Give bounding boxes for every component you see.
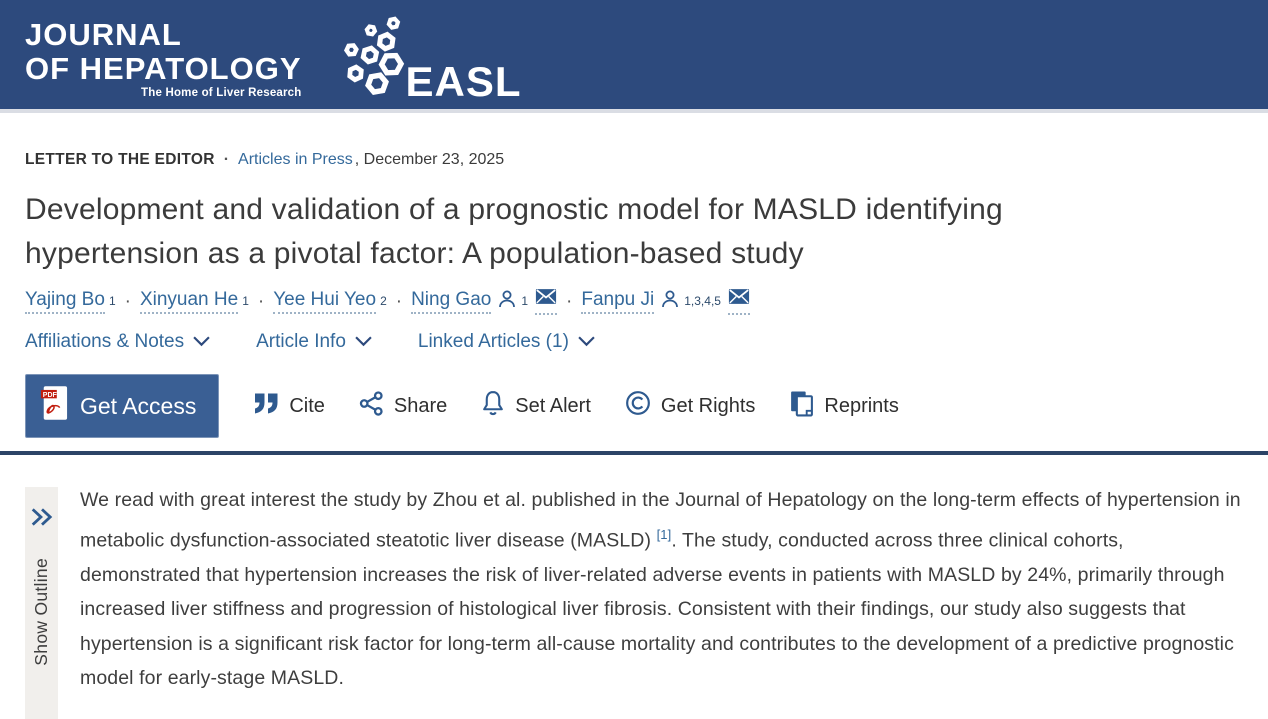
article-type-label: LETTER TO THE EDITOR: [25, 151, 215, 168]
reprints-label: Reprints: [824, 394, 899, 417]
easl-logo[interactable]: [340, 14, 522, 105]
chevron-down-icon: [193, 331, 210, 353]
envelope-icon[interactable]: [728, 288, 750, 315]
share-button[interactable]: [359, 391, 447, 422]
eyebrow-separator: ·: [223, 151, 230, 168]
get-access-label: Get Access: [80, 392, 197, 419]
journal-logo-line1: JOURNAL: [25, 17, 182, 52]
article-body: [0, 483, 1268, 719]
author-link[interactable]: Ning Gao: [411, 289, 491, 314]
set-alert-label: Set Alert: [515, 394, 591, 417]
show-outline-label: Show Outline: [31, 558, 51, 666]
author-separator: ·: [124, 290, 131, 312]
hexagon-cells-icon: [340, 14, 412, 100]
show-outline-rail[interactable]: [25, 487, 58, 719]
journal-logo-line2: OF HEPATOLOGY: [25, 51, 302, 86]
meta-links-row: [25, 331, 1243, 353]
author-4: [411, 288, 557, 315]
articles-in-press-link[interactable]: Articles in Press: [238, 151, 353, 168]
svg-text:PDF: PDF: [42, 391, 57, 399]
author-affiliation-sup: 1: [521, 293, 529, 308]
person-icon: [660, 289, 680, 315]
author-link[interactable]: Fanpu Ji: [581, 289, 654, 314]
share-nodes-icon: [359, 391, 384, 422]
paragraph-text: We read with great interest the study by Zhou et al. published in the Journal of Hepatology on the long-term effects of hypertension in metabolic dysfunction-associated steatotic liver disease (MASLD): [80, 489, 1241, 551]
author-affiliation-sup: 1: [242, 293, 249, 308]
easl-wordmark: EASL: [405, 58, 522, 105]
author-3: [273, 289, 387, 314]
author-affiliation-sup: 2: [380, 293, 387, 308]
pages-icon: [789, 390, 814, 423]
author-2: [140, 289, 249, 314]
article-eyebrow: [25, 151, 1243, 169]
copyright-icon: [625, 390, 651, 422]
author-list: [25, 288, 1243, 315]
author-separator: ·: [257, 290, 265, 312]
author-affiliation-sup: 1: [108, 293, 116, 308]
pdf-icon: [40, 385, 68, 427]
double-chevron-right-icon[interactable]: [30, 507, 54, 532]
set-alert-button[interactable]: [481, 390, 591, 422]
author-separator: ·: [395, 290, 403, 312]
affiliations-notes-toggle[interactable]: [25, 331, 210, 353]
journal-tagline: The Home of Liver Research: [141, 87, 302, 99]
linked-articles-toggle[interactable]: [418, 331, 595, 353]
paragraph-text: . The study, conducted across three clinical cohorts, demonstrated that hypertension increases the risk of liver-related adverse events in patients with MASLD by 24%, primarily through increased liver stiffness and progression of histological liver fibrosis. Consistent with their findings, our study also suggests that hypertension is a significant risk factor for long-term all-cause mortality and contributes to the development of a predictive prognostic model for early-stage MASLD.: [80, 529, 1234, 689]
get-rights-label: Get Rights: [660, 394, 756, 417]
reference-1-link[interactable]: [1]: [656, 526, 672, 542]
meta-link-label: Linked Articles (1): [417, 331, 569, 352]
get-rights-button[interactable]: [625, 390, 755, 422]
meta-link-label: Affiliations & Notes: [25, 331, 185, 352]
author-affiliation-sup: 1,3,4,5: [684, 293, 721, 308]
chevron-down-icon: [355, 331, 372, 353]
cite-label: Cite: [289, 394, 325, 417]
journal-header: [0, 0, 1268, 113]
section-divider: [0, 451, 1268, 455]
article-info-toggle[interactable]: [256, 331, 372, 353]
share-label: Share: [393, 394, 448, 417]
quote-icon: [253, 392, 279, 421]
get-access-button[interactable]: [25, 374, 219, 438]
envelope-icon[interactable]: [535, 288, 557, 315]
person-icon: [497, 289, 517, 315]
cite-button[interactable]: [253, 392, 325, 421]
article-title: Development and validation of a prognostic model for MASLD identifying hypertension as a pivotal factor: A population-based study: [25, 193, 1003, 270]
journal-logo[interactable]: [25, 18, 302, 99]
bell-icon: [481, 390, 505, 422]
letter-paragraph: [80, 483, 1242, 696]
author-1: [25, 289, 116, 314]
author-link[interactable]: Xinyuan He: [140, 289, 238, 314]
author-link[interactable]: Yajing Bo: [25, 289, 105, 314]
publication-date: , December 23, 2025: [354, 151, 505, 168]
author-link[interactable]: Yee Hui Yeo: [273, 289, 376, 314]
article-header: [0, 151, 1268, 438]
meta-link-label: Article Info: [256, 331, 346, 352]
chevron-down-icon: [578, 331, 595, 353]
reprints-button[interactable]: [789, 390, 898, 423]
author-separator: ·: [566, 290, 573, 312]
author-5: [581, 288, 750, 315]
article-toolbar: [25, 374, 1243, 438]
